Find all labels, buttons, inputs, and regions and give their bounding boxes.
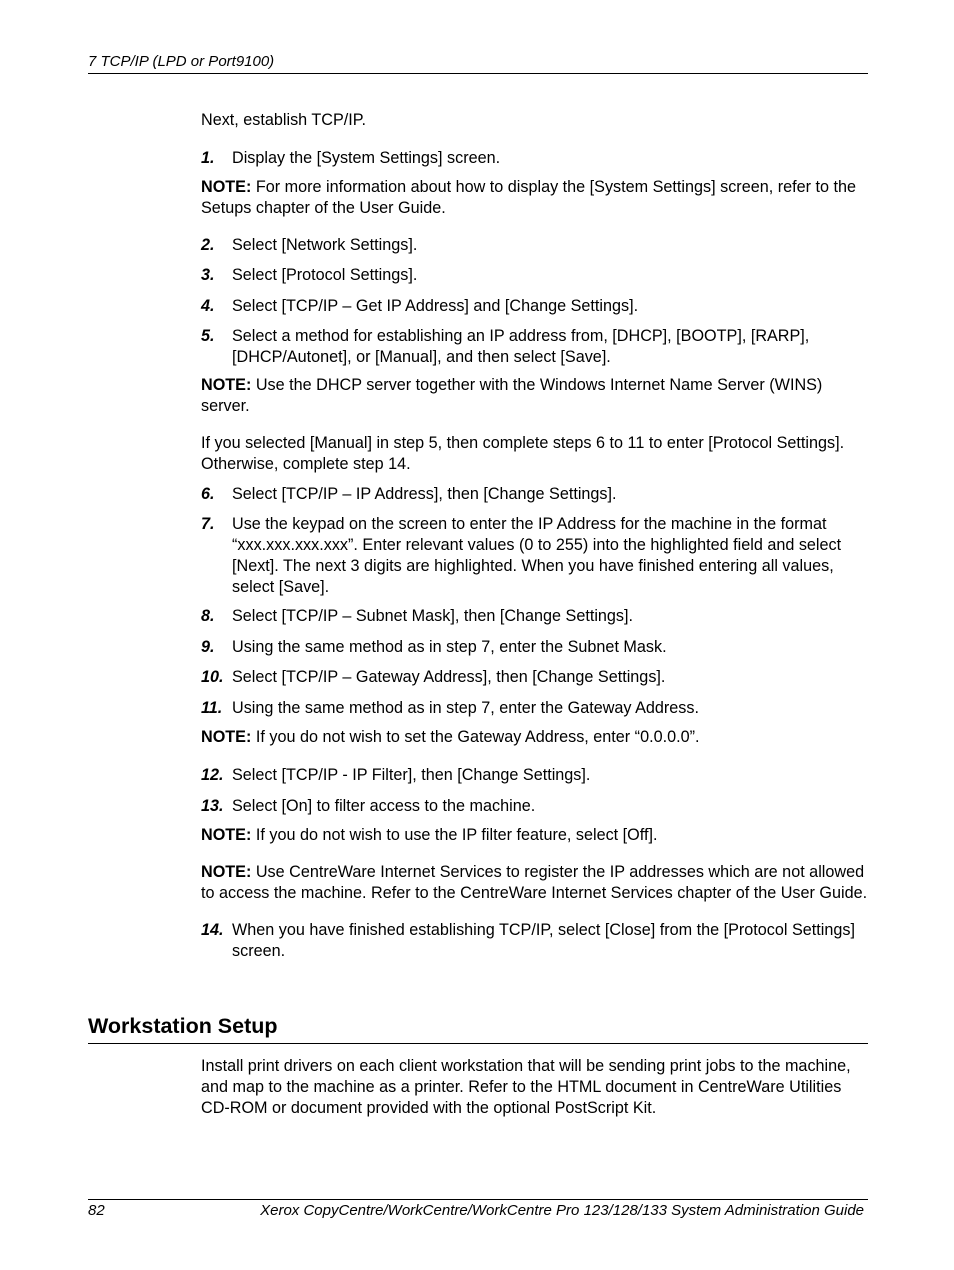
step-number: 9.: [201, 638, 215, 656]
step-text: Select [On] to filter access to the machine.: [232, 797, 536, 815]
step-text: Display the [System Settings] screen.: [232, 149, 501, 167]
step-6: [201, 484, 871, 505]
step-5: [201, 326, 871, 368]
note-3: [201, 727, 871, 748]
footer-title: Xerox CopyCentre/WorkCentre/WorkCentre Pro 123/128/133 System Administration Guide: [260, 1202, 864, 1219]
step-text: Select [Protocol Settings].: [232, 266, 418, 284]
note-5: [201, 862, 871, 904]
section-body: Install print drivers on each client workstation that will be sending print jobs to the machine, and map to the machine as a printer. Refer to the HTML document in CentreWare Utilities CD-ROM or document provided with the optional PostScript Kit.: [201, 1057, 851, 1117]
note-label: NOTE:: [201, 178, 252, 196]
step-12: [201, 765, 871, 786]
step-text: Select [Network Settings].: [232, 236, 418, 254]
note-1: [201, 177, 871, 219]
step-number: 2.: [201, 236, 215, 254]
step-10: [201, 667, 871, 688]
step-1: [201, 148, 871, 169]
step-number: 10.: [201, 668, 224, 686]
step-number: 6.: [201, 485, 215, 503]
step-number: 11.: [201, 699, 223, 717]
step-number: 13.: [201, 797, 224, 815]
step-number: 14.: [201, 921, 224, 939]
main-content: [201, 110, 871, 962]
step-number: 5.: [201, 327, 215, 345]
intro-text: Next, establish TCP/IP.: [201, 111, 366, 129]
note-label: NOTE:: [201, 863, 252, 881]
step-2: [201, 235, 871, 256]
step-8: [201, 606, 871, 627]
note-text: For more information about how to display the [System Settings] screen, refer to the Setups chapter of the User Guide.: [201, 178, 856, 217]
note-text: If you do not wish to set the Gateway Address, enter “0.0.0.0”.: [251, 728, 700, 746]
step-4: [201, 296, 871, 317]
note-text: Use CentreWare Internet Services to register the IP addresses which are not allowed to access the machine. Refer to the CentreWare Internet Services chapter of the User Guide.: [201, 863, 868, 902]
step-13: [201, 796, 871, 817]
section-heading: Workstation Setup: [88, 1014, 278, 1038]
step-text: Using the same method as in step 7, enter the Subnet Mask.: [232, 638, 667, 656]
note-label: NOTE:: [201, 826, 252, 844]
header-rule: [88, 73, 868, 74]
step-text: Select [TCP/IP – IP Address], then [Change Settings].: [232, 485, 617, 503]
step-11: [201, 698, 871, 719]
note-label: NOTE:: [201, 376, 252, 394]
step-number: 7.: [201, 515, 215, 533]
note-text: If you do not wish to use the IP filter feature, select [Off].: [251, 826, 658, 844]
note-4: [201, 825, 871, 846]
page-number: 82: [88, 1202, 105, 1219]
step-text: Select [TCP/IP – Get IP Address] and [Change Settings].: [232, 297, 639, 315]
step-number: 1.: [201, 149, 215, 167]
step-7: [201, 514, 871, 598]
step-text: When you have finished establishing TCP/IP, select [Close] from the [Protocol Settings] screen.: [232, 921, 855, 960]
step-text: Select [TCP/IP – Gateway Address], then [Change Settings].: [232, 668, 666, 686]
step-number: 8.: [201, 607, 215, 625]
note-2: [201, 375, 871, 417]
step-number: 3.: [201, 266, 215, 284]
running-header: 7 TCP/IP (LPD or Port9100): [88, 53, 275, 70]
step-3: [201, 265, 871, 286]
step-text: Use the keypad on the screen to enter the IP Address for the machine in the format “xxx.xxx.xxx.xxx”. Enter relevant values (0 to 255) into the highlighted field and select [Next]. The next 3 digits are highlighted. When you have finished entering all values, select [Save].: [232, 515, 842, 596]
step-number: 12.: [201, 766, 224, 784]
section-rule: [88, 1043, 868, 1044]
step-text: Select [TCP/IP – Subnet Mask], then [Change Settings].: [232, 607, 634, 625]
footer-rule: [88, 1199, 868, 1200]
step-number: 4.: [201, 297, 215, 315]
note-text: Use the DHCP server together with the Windows Internet Name Server (WINS) server.: [201, 376, 823, 415]
manual-instructions: If you selected [Manual] in step 5, then complete steps 6 to 11 to enter [Protocol Settings]. Otherwise, complete step 14.: [201, 434, 845, 473]
step-text: Select a method for establishing an IP address from, [DHCP], [BOOTP], [RARP], [DHCP/Autonet], or [Manual], and then select [Save].: [232, 327, 810, 366]
step-text: Select [TCP/IP - IP Filter], then [Change Settings].: [232, 766, 591, 784]
note-label: NOTE:: [201, 728, 252, 746]
step-14: [201, 920, 871, 962]
step-9: [201, 637, 871, 658]
step-text: Using the same method as in step 7, enter the Gateway Address.: [232, 699, 699, 717]
